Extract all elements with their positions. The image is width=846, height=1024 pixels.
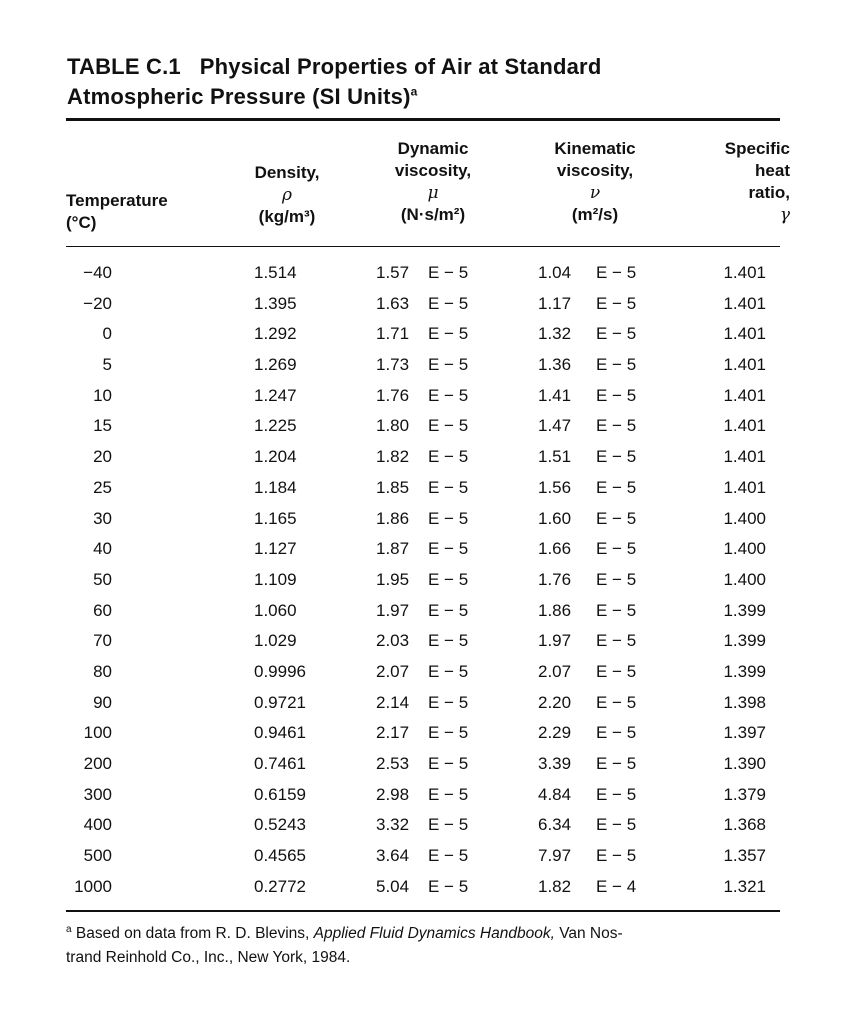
cell-dynamic-mantissa: 1.95 (376, 569, 410, 589)
cell-dynamic-mantissa: 2.17 (376, 723, 410, 743)
cell-dynamic-mantissa: 1.86 (376, 508, 410, 528)
cell-temperature: 10 (93, 385, 112, 405)
table-footnote (66, 922, 782, 970)
header-temperature-label: Temperature (66, 191, 168, 210)
cell-density: 1.395 (254, 293, 297, 313)
cell-dynamic-exponent: E − 5 (428, 447, 469, 467)
cell-dynamic-mantissa: 1.73 (376, 355, 410, 375)
header-specific-label-2: heat (755, 161, 790, 180)
cell-kinematic-exponent: E − 4 (596, 876, 637, 896)
cell-density: 0.9461 (254, 723, 306, 743)
header-dynamic-label-2: viscosity, (394, 161, 472, 180)
cell-kinematic-exponent: E − 5 (596, 477, 637, 497)
table-row (66, 749, 780, 780)
cell-dynamic-exponent: E − 5 (428, 784, 469, 804)
cell-kinematic-exponent: E − 5 (596, 508, 637, 528)
cell-density: 1.165 (254, 508, 297, 528)
table-row (66, 780, 780, 811)
cell-kinematic-mantissa: 1.86 (538, 600, 572, 620)
table-row (66, 565, 780, 596)
cell-kinematic-mantissa: 2.29 (538, 723, 572, 743)
cell-temperature: 90 (93, 692, 112, 712)
cell-kinematic-mantissa: 1.36 (538, 355, 572, 375)
header-kinematic-label-1: Kinematic (554, 139, 636, 158)
cell-kinematic-mantissa: 1.04 (538, 263, 572, 282)
header-dynamic-viscosity (368, 138, 498, 226)
cell-dynamic-mantissa: 3.64 (376, 846, 410, 866)
cell-kinematic-exponent: E − 5 (596, 569, 637, 589)
cell-kinematic-mantissa: 1.41 (538, 385, 572, 405)
header-kinematic-viscosity (530, 138, 660, 226)
header-rule (66, 246, 780, 247)
cell-dynamic-mantissa: 2.53 (376, 754, 410, 773)
cell-kinematic-mantissa: 1.66 (538, 539, 572, 559)
cell-specific-heat-ratio: 1.401 (723, 293, 766, 313)
header-specific-label-3: ratio, (748, 183, 790, 202)
cell-density: 1.127 (254, 539, 297, 559)
cell-density: 1.514 (254, 263, 297, 282)
cell-specific-heat-ratio: 1.401 (723, 477, 766, 497)
cell-kinematic-mantissa: 1.56 (538, 477, 572, 497)
cell-temperature: 500 (83, 846, 112, 866)
cell-specific-heat-ratio: 1.368 (723, 815, 766, 835)
cell-density: 1.225 (254, 416, 297, 436)
cell-dynamic-mantissa: 1.57 (376, 263, 410, 282)
table-row (66, 289, 780, 320)
cell-kinematic-exponent: E − 5 (596, 754, 637, 773)
table-row (66, 626, 780, 657)
cell-specific-heat-ratio: 1.401 (723, 447, 766, 467)
table-label: TABLE C.1 (67, 54, 181, 79)
cell-kinematic-exponent: E − 5 (596, 293, 637, 313)
cell-density: 0.9996 (254, 661, 306, 681)
table-body (66, 258, 780, 902)
footnote-book-title: Applied Fluid Dynamics Handbook, (313, 925, 555, 942)
cell-density: 1.060 (254, 600, 297, 620)
cell-kinematic-mantissa: 6.34 (538, 815, 572, 835)
table-row (66, 473, 780, 504)
header-specific-label-1: Specific (724, 139, 790, 158)
header-density-unit: (kg/m³) (258, 207, 316, 226)
cell-temperature: 100 (83, 723, 112, 743)
cell-dynamic-mantissa: 1.97 (376, 600, 410, 620)
cell-dynamic-mantissa: 1.82 (376, 447, 410, 467)
cell-temperature: 200 (83, 754, 112, 773)
cell-kinematic-mantissa: 1.51 (538, 447, 572, 467)
table-row (66, 534, 780, 565)
cell-dynamic-exponent: E − 5 (428, 263, 469, 282)
caption-footnote-marker: a (410, 84, 418, 99)
cell-temperature: 20 (93, 447, 112, 467)
cell-dynamic-exponent: E − 5 (428, 477, 469, 497)
cell-temperature: 1000 (74, 876, 112, 896)
cell-kinematic-mantissa: 1.60 (538, 508, 572, 528)
cell-dynamic-mantissa: 2.98 (376, 784, 410, 804)
cell-kinematic-mantissa: 1.32 (538, 324, 572, 344)
table-row (66, 442, 780, 473)
cell-temperature: 5 (102, 355, 112, 375)
cell-specific-heat-ratio: 1.397 (723, 723, 766, 743)
header-temperature-unit: (°C) (66, 213, 97, 232)
table-row (66, 841, 780, 872)
table-row (66, 657, 780, 688)
cell-temperature: 300 (83, 784, 112, 804)
footnote-text-before: Based on data from R. D. Blevins, (75, 925, 314, 942)
cell-kinematic-exponent: E − 5 (596, 416, 637, 436)
cell-kinematic-exponent: E − 5 (596, 784, 637, 804)
cell-specific-heat-ratio: 1.399 (723, 600, 766, 620)
cell-density: 0.5243 (254, 815, 306, 835)
cell-dynamic-mantissa: 1.71 (376, 324, 410, 344)
cell-dynamic-exponent: E − 5 (428, 385, 469, 405)
table-row (66, 381, 780, 412)
cell-temperature: 30 (93, 508, 112, 528)
cell-dynamic-exponent: E − 5 (428, 324, 469, 344)
cell-dynamic-mantissa: 1.87 (376, 539, 410, 559)
cell-specific-heat-ratio: 1.321 (723, 876, 766, 896)
cell-dynamic-mantissa: 3.32 (376, 815, 410, 835)
cell-density: 1.109 (254, 569, 297, 589)
cell-density: 1.269 (254, 355, 297, 375)
cell-dynamic-exponent: E − 5 (428, 293, 469, 313)
cell-kinematic-mantissa: 3.39 (538, 754, 572, 773)
cell-specific-heat-ratio: 1.399 (723, 631, 766, 651)
cell-dynamic-mantissa: 2.14 (376, 692, 410, 712)
cell-specific-heat-ratio: 1.401 (723, 385, 766, 405)
header-dynamic-label-1: Dynamic (397, 139, 469, 158)
cell-dynamic-exponent: E − 5 (428, 355, 469, 375)
caption-line-2 (67, 82, 787, 112)
cell-temperature: 50 (93, 569, 112, 589)
cell-dynamic-exponent: E − 5 (428, 692, 469, 712)
cell-specific-heat-ratio: 1.401 (723, 416, 766, 436)
cell-kinematic-mantissa: 1.82 (538, 876, 572, 896)
cell-density: 0.6159 (254, 784, 306, 804)
cell-kinematic-exponent: E − 5 (596, 263, 637, 282)
cell-specific-heat-ratio: 1.400 (723, 539, 766, 559)
table-row (66, 718, 780, 749)
cell-dynamic-mantissa: 1.85 (376, 477, 410, 497)
cell-specific-heat-ratio: 1.390 (723, 754, 766, 773)
header-kinematic-label-2: viscosity, (556, 161, 634, 180)
cell-kinematic-mantissa: 1.97 (538, 631, 572, 651)
header-temperature (66, 190, 168, 234)
cell-temperature: −40 (83, 263, 112, 282)
header-specific-symbol: γ (779, 205, 790, 225)
table-row (66, 319, 780, 350)
cell-specific-heat-ratio: 1.401 (723, 263, 766, 282)
header-density-symbol: ρ (282, 185, 292, 205)
cell-kinematic-mantissa: 1.47 (538, 416, 572, 436)
cell-temperature: −20 (83, 293, 112, 313)
cell-density: 1.247 (254, 385, 297, 405)
top-rule (66, 118, 780, 121)
cell-dynamic-mantissa: 1.63 (376, 293, 410, 313)
cell-dynamic-exponent: E − 5 (428, 569, 469, 589)
cell-dynamic-exponent: E − 5 (428, 754, 469, 773)
cell-kinematic-exponent: E − 5 (596, 846, 637, 866)
cell-specific-heat-ratio: 1.398 (723, 692, 766, 712)
table-title-line-1: Physical Properties of Air at Standard (199, 54, 602, 79)
table-row (66, 810, 780, 841)
cell-kinematic-exponent: E − 5 (596, 692, 637, 712)
cell-temperature: 40 (93, 539, 112, 559)
cell-density: 0.9721 (254, 692, 306, 712)
cell-density: 0.2772 (254, 876, 306, 896)
cell-kinematic-mantissa: 4.84 (538, 784, 572, 804)
header-density (232, 162, 342, 228)
header-dynamic-symbol: μ (427, 183, 439, 203)
cell-dynamic-exponent: E − 5 (428, 631, 469, 651)
table-title-line-2: Atmospheric Pressure (SI Units) (67, 84, 411, 109)
header-specific-heat-ratio (690, 138, 790, 226)
cell-dynamic-exponent: E − 5 (428, 416, 469, 436)
cell-density: 0.4565 (254, 846, 306, 866)
cell-kinematic-exponent: E − 5 (596, 815, 637, 835)
cell-dynamic-exponent: E − 5 (428, 539, 469, 559)
table-row (66, 504, 780, 535)
cell-dynamic-exponent: E − 5 (428, 600, 469, 620)
cell-dynamic-exponent: E − 5 (428, 723, 469, 743)
cell-dynamic-mantissa: 1.80 (376, 416, 410, 436)
cell-temperature: 25 (93, 477, 112, 497)
cell-density: 1.029 (254, 631, 297, 651)
table-row (66, 258, 780, 289)
cell-specific-heat-ratio: 1.357 (723, 846, 766, 866)
header-density-label: Density, (254, 163, 320, 182)
cell-specific-heat-ratio: 1.379 (723, 784, 766, 804)
cell-kinematic-mantissa: 1.76 (538, 569, 572, 589)
cell-temperature: 60 (93, 600, 112, 620)
cell-specific-heat-ratio: 1.401 (723, 355, 766, 375)
cell-dynamic-mantissa: 1.76 (376, 385, 410, 405)
cell-kinematic-mantissa: 7.97 (538, 846, 572, 866)
table-row (66, 688, 780, 719)
header-kinematic-unit: (m²/s) (571, 205, 619, 224)
cell-kinematic-exponent: E − 5 (596, 539, 637, 559)
cell-dynamic-exponent: E − 5 (428, 876, 469, 896)
cell-kinematic-mantissa: 2.20 (538, 692, 572, 712)
cell-density: 1.292 (254, 324, 297, 344)
cell-dynamic-mantissa: 2.03 (376, 631, 410, 651)
cell-dynamic-exponent: E − 5 (428, 846, 469, 866)
cell-dynamic-exponent: E − 5 (428, 508, 469, 528)
cell-dynamic-exponent: E − 5 (428, 815, 469, 835)
cell-temperature: 70 (93, 631, 112, 651)
cell-specific-heat-ratio: 1.399 (723, 661, 766, 681)
cell-specific-heat-ratio: 1.400 (723, 508, 766, 528)
table-row (66, 411, 780, 442)
footnote-marker: a (66, 923, 72, 935)
table-row (66, 872, 780, 903)
cell-density: 0.7461 (254, 754, 306, 773)
footnote-text-line-2: trand Reinhold Co., Inc., New York, 1984. (66, 949, 351, 966)
table-caption (67, 52, 787, 112)
cell-dynamic-mantissa: 5.04 (376, 876, 410, 896)
cell-kinematic-exponent: E − 5 (596, 631, 637, 651)
footnote-text-after: Van Nos- (554, 925, 623, 942)
bottom-rule (66, 910, 780, 912)
header-kinematic-symbol: ν (589, 183, 601, 203)
cell-kinematic-exponent: E − 5 (596, 661, 637, 681)
cell-kinematic-mantissa: 2.07 (538, 661, 572, 681)
cell-temperature: 15 (93, 416, 112, 436)
cell-kinematic-exponent: E − 5 (596, 324, 637, 344)
cell-temperature: 400 (83, 815, 112, 835)
cell-kinematic-exponent: E − 5 (596, 447, 637, 467)
cell-dynamic-exponent: E − 5 (428, 661, 469, 681)
cell-temperature: 0 (102, 324, 112, 344)
cell-kinematic-exponent: E − 5 (596, 385, 637, 405)
cell-density: 1.204 (254, 447, 297, 467)
cell-specific-heat-ratio: 1.400 (723, 569, 766, 589)
table-row (66, 596, 780, 627)
header-dynamic-unit: (N·s/m²) (400, 205, 466, 224)
cell-kinematic-exponent: E − 5 (596, 600, 637, 620)
cell-density: 1.184 (254, 477, 297, 497)
caption-line-1 (67, 52, 787, 82)
cell-dynamic-mantissa: 2.07 (376, 661, 410, 681)
cell-temperature: 80 (93, 661, 112, 681)
cell-kinematic-mantissa: 1.17 (538, 293, 572, 313)
table-row (66, 350, 780, 381)
cell-specific-heat-ratio: 1.401 (723, 324, 766, 344)
cell-kinematic-exponent: E − 5 (596, 723, 637, 743)
cell-kinematic-exponent: E − 5 (596, 355, 637, 375)
